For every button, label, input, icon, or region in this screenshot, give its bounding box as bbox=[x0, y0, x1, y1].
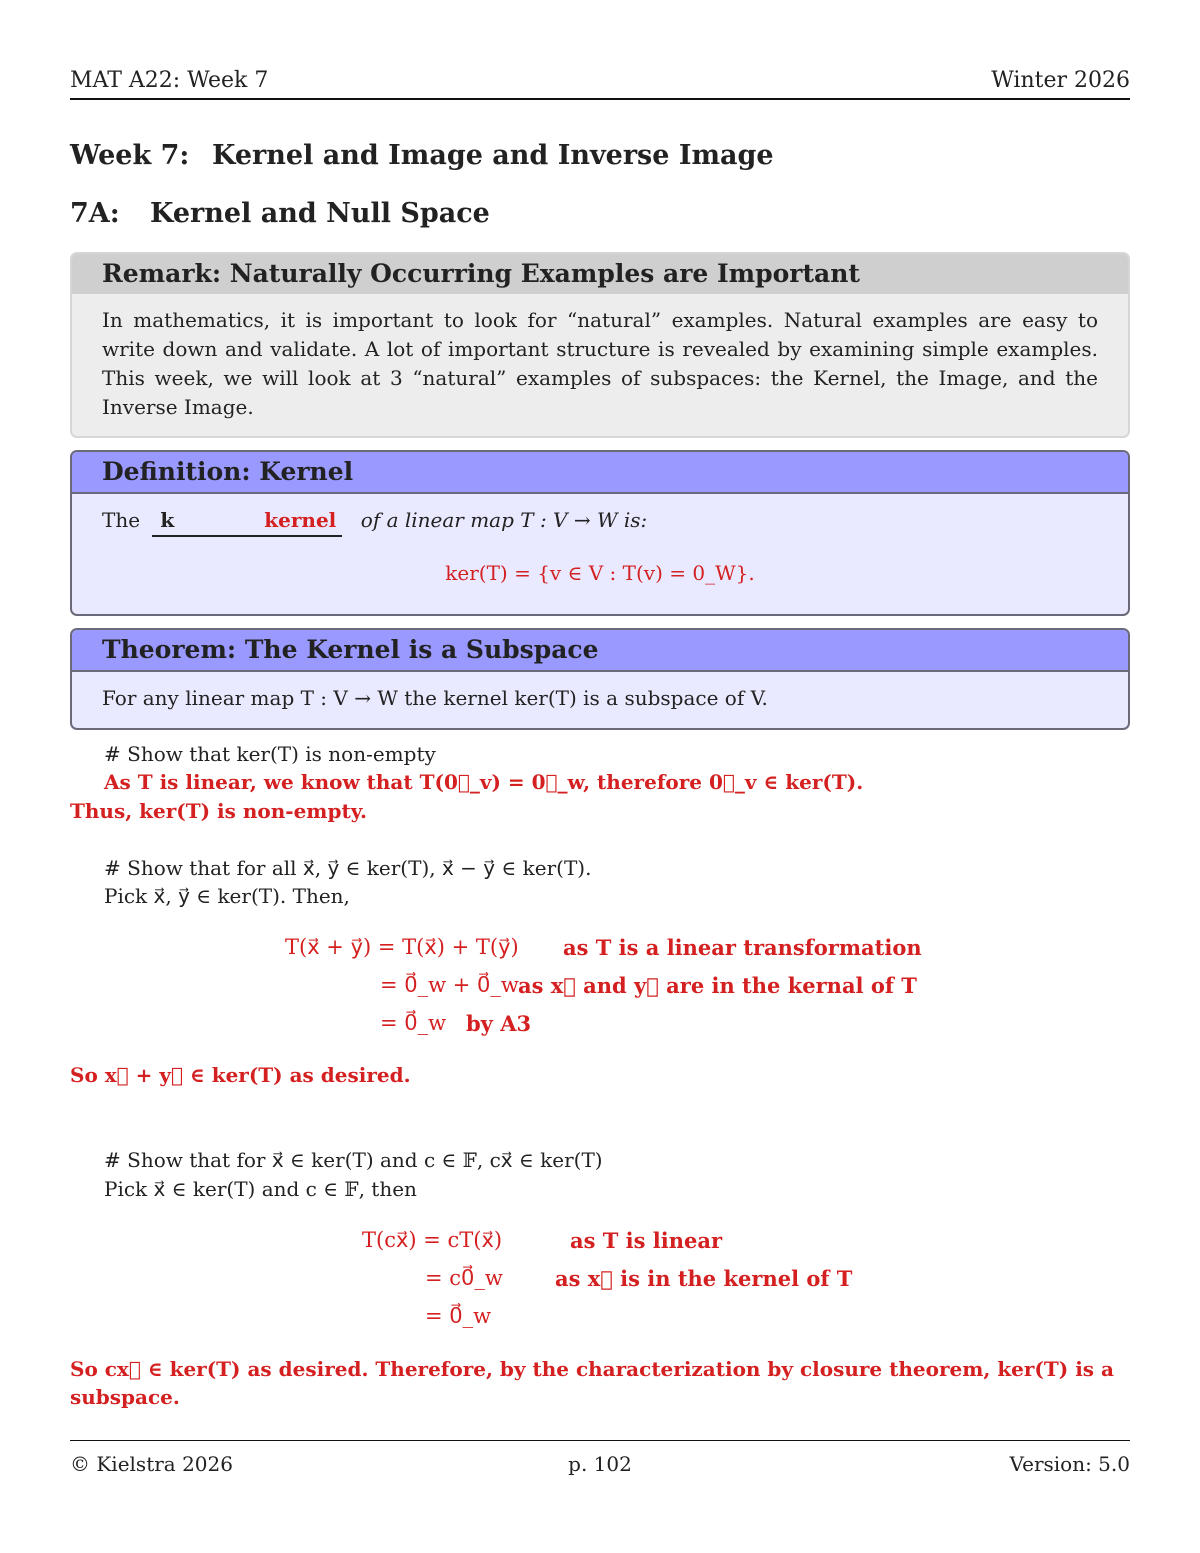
header-rule bbox=[70, 98, 1130, 100]
document-page bbox=[70, 0, 1130, 1553]
handwritten-letter: k bbox=[160, 508, 175, 532]
week-title bbox=[70, 140, 774, 171]
copyright: © Kielstra 2026 bbox=[70, 1452, 233, 1476]
step2-reason1: as T is a linear transformation bbox=[563, 935, 922, 960]
course-label: MAT A22: Week 7 bbox=[70, 68, 269, 93]
definition-prefix: The bbox=[102, 508, 141, 532]
week-title-text: Kernel and Image and Inverse Image bbox=[212, 140, 774, 171]
step2-reason2: as x⃗ and y⃗ are in the kernal of T bbox=[518, 973, 917, 998]
section-title bbox=[70, 198, 490, 229]
definition-box bbox=[70, 450, 1130, 616]
blank-answer: kernel bbox=[264, 508, 337, 532]
theorem-box bbox=[70, 628, 1130, 730]
page-header bbox=[70, 68, 1130, 98]
remark-body: In mathematics, it is important to look for “natural” examples. Natural examples are easy to write down and validate. A lot of important structure is revealed by examining simple examples. This week, we will look at 3 “natural” examples of subspaces: the Kernel, the Image, and the Inverse Image. bbox=[102, 308, 1098, 419]
theorem-title: Theorem: The Kernel is a Subspace bbox=[72, 630, 1128, 672]
footer-rule bbox=[70, 1440, 1130, 1441]
step1-heading: # Show that ker(T) is non-empty bbox=[104, 742, 436, 766]
step1-line1: As T is linear, we know that T(0⃗_v) = 0⃗_w, therefore 0⃗_v ∈ ker(T). bbox=[104, 770, 864, 794]
step1-line2: Thus, ker(T) is non-empty. bbox=[70, 799, 367, 823]
section-number: 7A: bbox=[70, 198, 120, 229]
definition-body bbox=[72, 494, 1128, 600]
step2-pick: Pick x⃗, y⃗ ∈ ker(T). Then, bbox=[104, 884, 350, 908]
term-label: Winter 2026 bbox=[991, 68, 1130, 93]
step2-eq3: = 0⃗_w bbox=[380, 1011, 447, 1035]
step2-eq2: = 0⃗_w + 0⃗_w bbox=[380, 973, 519, 997]
kernel-formula: ker(T) = {v ∈ V : T(v) = 0_W}. bbox=[445, 561, 755, 585]
step3-eq1: T(cx⃗) = cT(x⃗) bbox=[362, 1228, 503, 1252]
page-number: p. 102 bbox=[568, 1452, 632, 1476]
step3-conclusion: So cx⃗ ∈ ker(T) as desired. Therefore, by the characterization by closure theorem, ker(T) is a bbox=[70, 1357, 1114, 1381]
step2-heading: # Show that for all x⃗, y⃗ ∈ ker(T), x⃗ − y⃗ ∈ ker(T). bbox=[104, 856, 592, 880]
step3-reason2: as x⃗ is in the kernel of T bbox=[555, 1266, 853, 1291]
version: Version: 5.0 bbox=[1009, 1452, 1130, 1476]
step2-eq1: T(x⃗ + y⃗) = T(x⃗) + T(y⃗) bbox=[285, 935, 519, 959]
theorem-body: For any linear map T : V → W the kernel ker(T) is a subspace of V. bbox=[102, 686, 768, 710]
step3-pick: Pick x⃗ ∈ ker(T) and c ∈ 𝔽, then bbox=[104, 1177, 417, 1201]
step3-reason1: as T is linear bbox=[570, 1228, 723, 1253]
remark-title: Remark: Naturally Occurring Examples are Important bbox=[72, 254, 1128, 294]
page-footer bbox=[70, 1452, 1130, 1482]
step3-conclusion-end: subspace. bbox=[70, 1385, 180, 1409]
step3-heading: # Show that for x⃗ ∈ ker(T) and c ∈ 𝔽, cx⃗ ∈ ker(T) bbox=[104, 1148, 603, 1172]
step3-eq3: = 0⃗_w bbox=[425, 1304, 492, 1328]
step2-reason3: by A3 bbox=[466, 1011, 532, 1036]
section-title-text: Kernel and Null Space bbox=[150, 198, 490, 229]
remark-box bbox=[70, 252, 1130, 438]
step2-conclusion: So x⃗ + y⃗ ∈ ker(T) as desired. bbox=[70, 1063, 411, 1087]
definition-title: Definition: Kernel bbox=[72, 452, 1128, 494]
step3-eq2: = c0⃗_w bbox=[425, 1266, 503, 1290]
week-number: Week 7: bbox=[70, 140, 190, 171]
definition-blank bbox=[152, 506, 342, 537]
definition-suffix: of a linear map T : V → W is: bbox=[360, 508, 648, 532]
